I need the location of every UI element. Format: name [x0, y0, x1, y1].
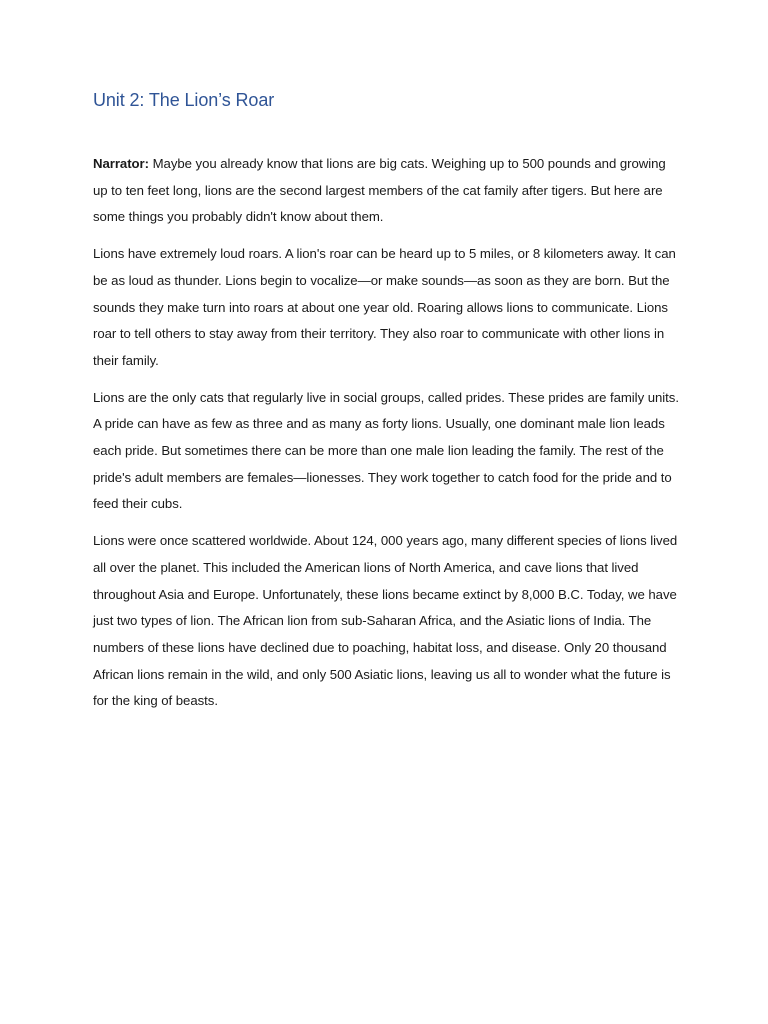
- paragraph-prides: Lions are the only cats that regularly live in social groups, called prides. These prides are family units. A pride can have as few as three and as many as forty lions. Usually, one dominant male lion leads each pride. But sometimes there can be more than one male lion leading the family. The rest of the pride's adult members are females—lionesses. They work together to catch food for the pride and to feed their cubs.: [93, 389, 679, 512]
- document-title: Unit 2: The Lion’s Roar: [93, 90, 275, 110]
- speaker-label: Narrator:: [93, 156, 149, 171]
- paragraph-roars: Lions have extremely loud roars. A lion's roar can be heard up to 5 miles, or 8 kilometers away. It can be as loud as thunder. Lions begin to vocalize—or make sounds—as soon as they are born. But the sounds they make turn into roars at about one year old. Roaring allows lions to communicate. Lions roar to tell others to stay away from their territory. They also roar to communicate with other lions in their family.: [93, 246, 676, 368]
- paragraph-intro: [93, 151, 683, 231]
- document-body: [93, 86, 683, 725]
- paragraph-history: Lions were once scattered worldwide. About 124, 000 years ago, many different species of lions lived all over the planet. This included the American lions of North America, and cave lions that lived throughout Asia and Europe. Unfortunately, these lions became extinct by 8,000 B.C. Today, we have just two types of lion. The African lion from sub-Saharan Africa, and the Asiatic lions of India. The numbers of these lions have declined due to poaching, habitat loss, and disease. Only 20 thousand African lions remain in the wild, and only 500 Asiatic lions, leaving us all to wonder what the future is for the king of beasts.: [93, 533, 678, 709]
- paragraph-intro-text: Maybe you already know that lions are big cats. Weighing up to 500 pounds and growing up to ten feet long, lions are the second largest members of the cat family after tigers. But here are some things you probably didn't know about them.: [93, 156, 666, 225]
